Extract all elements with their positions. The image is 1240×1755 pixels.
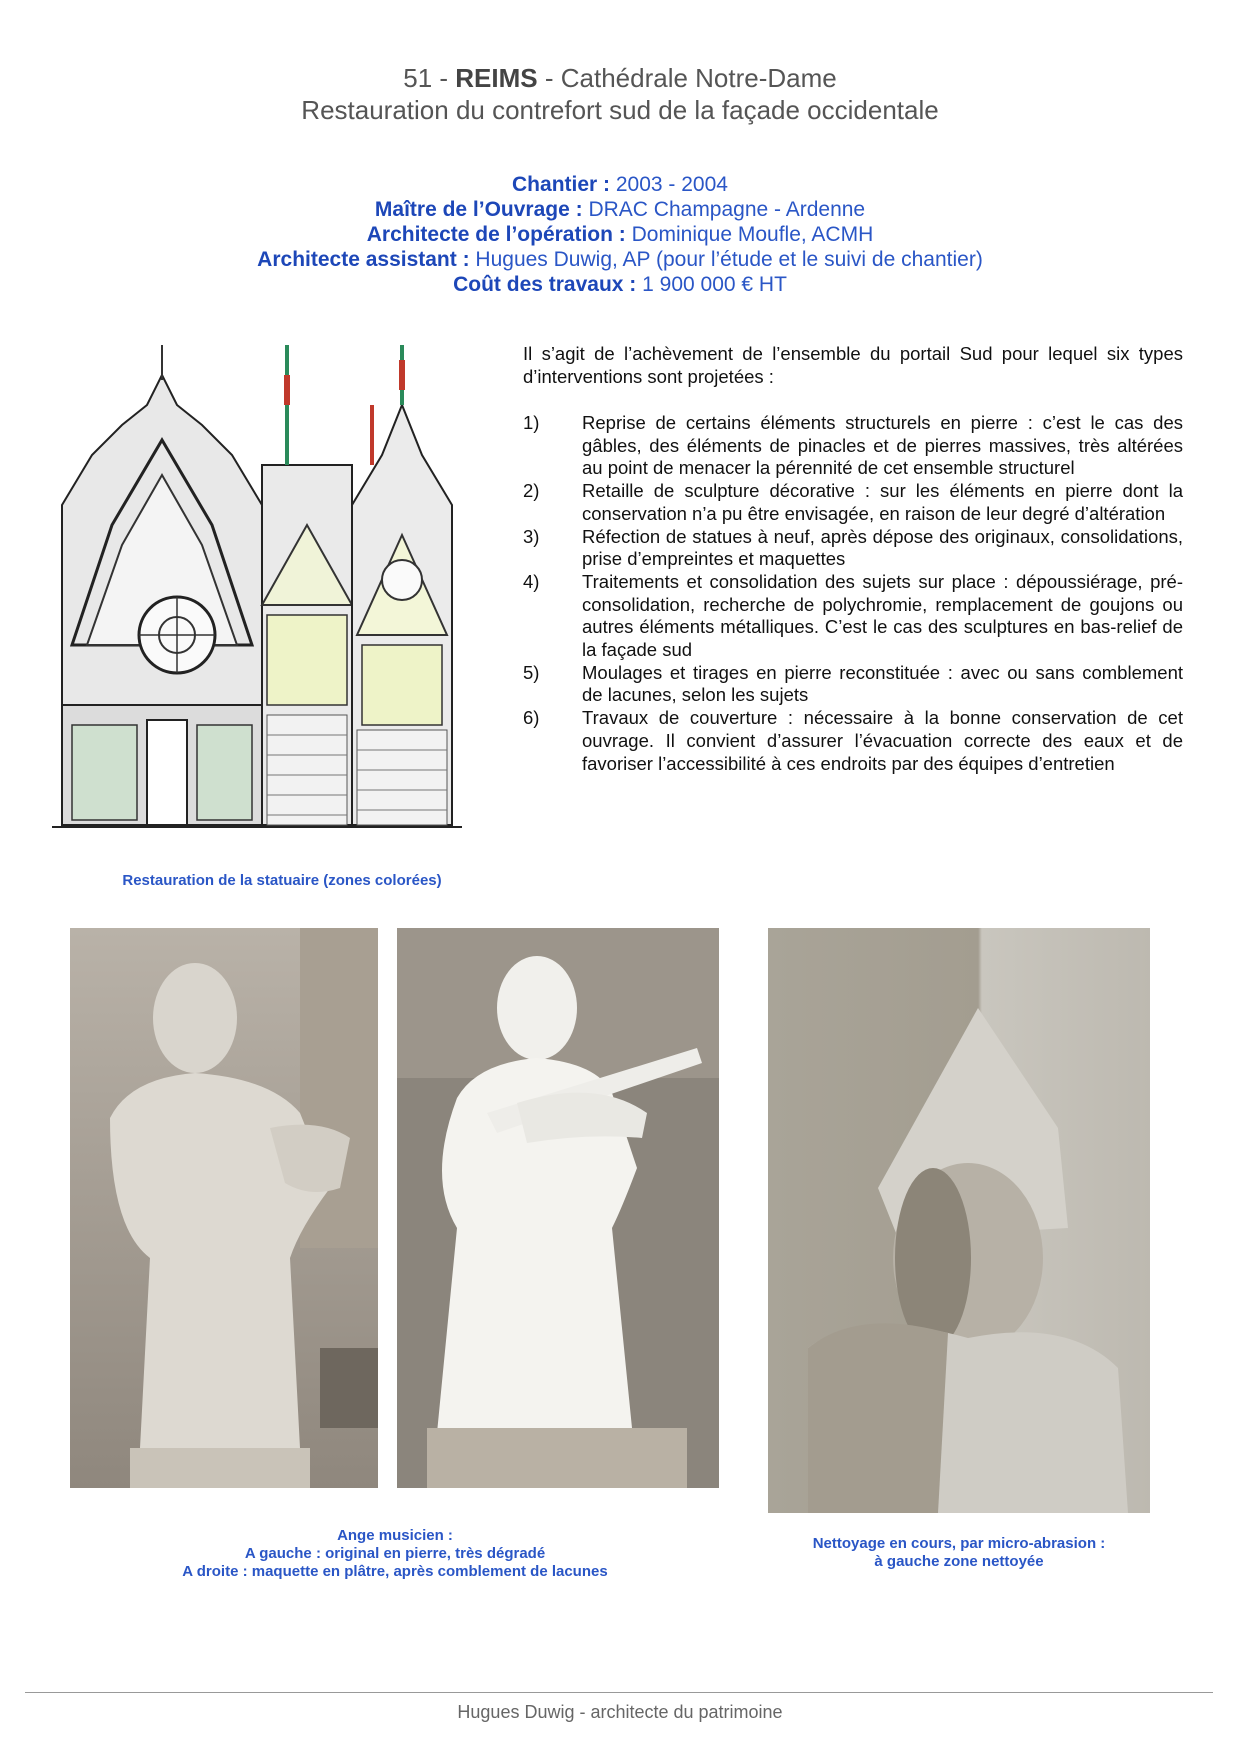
- item-number: 5): [523, 661, 540, 683]
- list-item: [523, 412, 1183, 480]
- dept-number: 51 -: [403, 63, 456, 93]
- info-value: 1 900 000 € HT: [642, 273, 787, 296]
- drawing-caption: Restauration de la statuaire (zones colorées): [122, 872, 442, 889]
- item-text: Retaille de sculpture décorative : sur les éléments en pierre dont la conservation n’a pu être envisagée, en raison de leur degré d’altération: [582, 480, 1183, 524]
- info-value: Dominique Moufle, ACMH: [631, 223, 874, 246]
- item-text: Travaux de couverture : nécessaire à la bonne conservation de cet ouvrage. Il convient d’assurer l’évacuation correcte des eaux et de favoriser l’accessibilité à ces endroits par des équipes d’entretien: [582, 707, 1183, 774]
- info-maitre-ouvrage: [0, 197, 1240, 222]
- page-title: [0, 62, 1240, 94]
- info-label: Maître de l’Ouvrage :: [374, 198, 589, 221]
- item-text: Traitements et consolidation des sujets sur place : dépoussiérage, pré-consolidation, recherche de polychromie, remplacement de goujons ou autres éléments métalliques. C’est le cas des sculptures en bas-relief de la façade sud: [582, 570, 1183, 661]
- list-item: [523, 571, 1183, 662]
- info-value: 2003 - 2004: [615, 173, 728, 196]
- page-subtitle: Restauration du contrefort sud de la façade occidentale: [301, 95, 939, 125]
- item-number: 1): [523, 412, 540, 433]
- caption-line: A gauche : original en pierre, très dégradé: [244, 1545, 546, 1562]
- info-value: DRAC Champagne - Ardenne: [588, 198, 866, 221]
- item-text: Reprise de certains éléments structurels en pierre : c’est le cas des gâbles, des éléments de pinacles et de pierres massives, très altérées au point de menacer la pérennité de cet ensemble structurel: [582, 412, 1183, 479]
- facade-drawing: [52, 345, 512, 855]
- photo-cleaning: [768, 928, 1150, 1513]
- cleaning-caption: [768, 1535, 1150, 1571]
- info-label: Coût des travaux :: [453, 273, 643, 296]
- caption-line: Ange musicien :: [337, 1527, 453, 1544]
- photo-original-statue: [70, 928, 378, 1488]
- photo-plaster-maquette: [397, 928, 719, 1488]
- item-number: 4): [523, 570, 540, 592]
- info-architecte: [0, 222, 1240, 247]
- item-number: 6): [523, 707, 540, 729]
- intro-paragraph: Il s’agit de l’achèvement de l’ensemble du portail Sud pour lequel six types d’interventions sont projetées :: [523, 343, 1183, 387]
- footer-divider: [25, 1692, 1213, 1693]
- monument-name: - Cathédrale Notre-Dame: [537, 63, 837, 93]
- item-text: Réfection de statues à neuf, après dépose des originaux, consolidations, prise d’empreintes et maquettes: [582, 525, 1183, 570]
- caption-line: A droite : maquette en plâtre, après comblement de lacunes: [182, 1563, 608, 1580]
- page-footer: Hugues Duwig - architecte du patrimoine: [457, 1702, 783, 1722]
- list-item: [523, 480, 1183, 525]
- city-name: REIMS: [455, 63, 538, 93]
- info-architecte-assistant: [0, 247, 1240, 272]
- list-item: [523, 707, 1183, 775]
- list-item: [523, 662, 1183, 707]
- angel-caption: [70, 1527, 720, 1581]
- info-label: Architecte assistant :: [257, 248, 476, 271]
- project-info: [0, 172, 1240, 297]
- caption-line: Nettoyage en cours, par micro-abrasion :: [812, 1535, 1106, 1552]
- info-value: Hugues Duwig, AP (pour l’étude et le suivi de chantier): [475, 248, 983, 271]
- list-item: [523, 526, 1183, 571]
- info-label: Architecte de l’opération :: [366, 223, 632, 246]
- info-label: Chantier :: [512, 173, 616, 196]
- item-number: 3): [523, 525, 540, 547]
- interventions-list: [523, 412, 1183, 775]
- info-cout: [0, 272, 1240, 297]
- item-text: Moulages et tirages en pierre reconstituée : avec ou sans comblement de lacunes, selon les sujets: [582, 661, 1183, 706]
- info-chantier: [0, 172, 1240, 197]
- item-number: 2): [523, 480, 540, 502]
- caption-line: à gauche zone nettoyée: [874, 1553, 1044, 1570]
